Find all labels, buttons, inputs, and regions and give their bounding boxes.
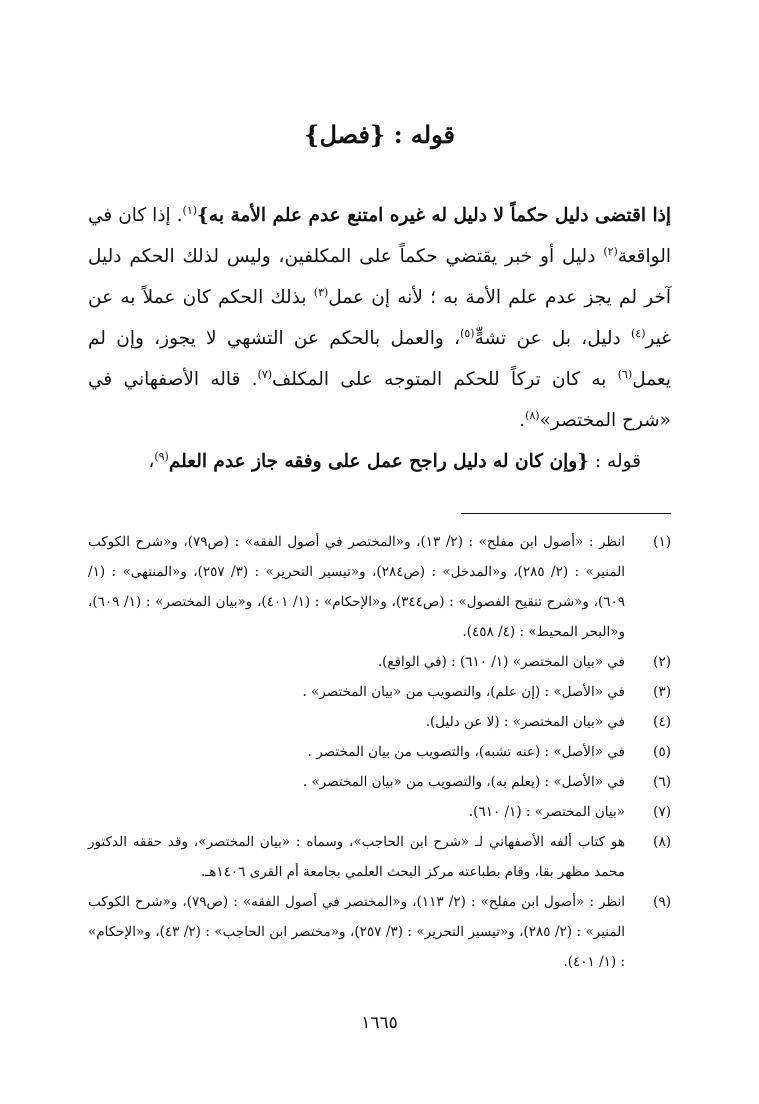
footnote-number: (٢) bbox=[653, 654, 671, 670]
footnote-ref-7: (٧) bbox=[257, 367, 273, 381]
footnote-number: (٥) bbox=[653, 744, 671, 760]
footnote-number: (٦) bbox=[653, 774, 671, 790]
paragraph-2 bbox=[88, 441, 671, 482]
footnote-ref-4: (٤) bbox=[631, 326, 646, 340]
section-heading: قوله : {فصل} bbox=[304, 120, 455, 149]
footnote-text: انظر : «أصول ابن مفلح» : (٢/ ١١٣)، و«المختصر في أصول الفقه» : (ص٧٩)، و«شرح الكوكب المنير» : (٢/ ٢٨٥)، و«تيسير التحرير» : (٣/ ٢٥٧)، و«مختصر ابن الحاجب» : (٢/ ٤٣)، و«الإحكام» : (١/ ٤٠١). bbox=[88, 894, 626, 970]
footnote-text: في «الأصل» : (عنه تشبه)، والتصويب من بيان المختصر . bbox=[307, 744, 625, 760]
footnote-9 bbox=[88, 887, 671, 977]
footnote-ref-9: (٩) bbox=[154, 449, 169, 463]
footnote-ref-6: (٦) bbox=[617, 367, 633, 381]
footnote-ref-1: (١) bbox=[182, 203, 198, 217]
text-run: قوله : bbox=[589, 451, 641, 472]
text-run: بذلك الحكم كان عملاً به عن غير bbox=[88, 287, 671, 349]
footnote-ref-3: (٣) bbox=[313, 285, 329, 299]
text-run: ، والعمل بالحكم عن التشهي لا يجوز، وإن لم يعمل bbox=[88, 328, 671, 390]
footnote-text: في «الأصل» : (يعلم به)، والتصويب من «بيان المختصر» . bbox=[302, 774, 625, 790]
footnote-4 bbox=[88, 707, 671, 737]
text-run: . bbox=[519, 410, 526, 431]
footnote-2 bbox=[88, 647, 671, 677]
text-run: . إذا كان في الواقعة bbox=[88, 205, 671, 267]
footnote-number: (٧) bbox=[653, 804, 671, 820]
footnote-number: (٤) bbox=[653, 714, 671, 730]
footnote-5 bbox=[88, 737, 671, 767]
footnote-ref-2: (٢) bbox=[603, 244, 618, 258]
footnote-ref-8: (٨) bbox=[525, 408, 540, 422]
footnotes-section bbox=[88, 527, 671, 977]
footnote-text: في «بيان المختصر» : (لا عن دليل). bbox=[425, 714, 625, 730]
text-run: دليل أو خبر يقتضي حكماً على المكلفين، وليس لذلك الحكم دليل آخر لم يجز عدم علم الأمة به ؛ لأنه إن عمل bbox=[88, 246, 671, 308]
footnote-text: هو كتاب ألفه الأصفهاني لـ «شرح ابن الحاجب»، وسماه : «بيان المختصر»، وقد حققه الدكتور محمد مظهر بقا، وقام بطباعته مركز البحث العلمي بجامعة أم القرى ١٤٠٦هـ. bbox=[88, 834, 625, 880]
footnote-number: (٩) bbox=[653, 894, 671, 910]
footnote-ref-5: (٥) bbox=[460, 326, 475, 340]
footnote-number: (١) bbox=[653, 534, 671, 550]
footnote-text: «بيان المختصر» : (١/ ٦١٠). bbox=[468, 804, 625, 820]
quoted-text-bold: إذا اقتضى دليل حكماً لا دليل له غيره امتنع عدم علم الأمة به} bbox=[197, 205, 671, 226]
footnote-number: (٣) bbox=[653, 684, 671, 700]
footnote-6 bbox=[88, 767, 671, 797]
paragraph-1 bbox=[88, 195, 671, 441]
footnote-7 bbox=[88, 797, 671, 827]
footnote-text: في «الأصل» : (إن علم)، والتصويب من «بيان المختصر» . bbox=[302, 684, 625, 700]
text-run: . قاله الأصفهاني في «شرح المختصر» bbox=[88, 369, 671, 431]
footnote-text: في «بيان المختصر» (١/ ٦١٠) : (في الواقع). bbox=[377, 654, 625, 670]
footnote-number: (٨) bbox=[653, 834, 671, 850]
footnote-text: انظر : «أصول ابن مفلح» : (٢/ ١٣)، و«المختصر في أصول الفقه» : (ص٧٩)، و«شرح الكوكب المنير» : (٢/ ٢٨٥)، و«المدخل» : (ص٢٨٤)، و«تيسير التحرير» : (٣/ ٢٥٧)، و«المنتهى» : (١/ ٦٠٩)، و«شرح تنقيح الفصول» : (ص٣٤٤)، و«الإحكام» : (١/ ٤٠١)، و«بيان المختصر» : (١/ ٦٠٩)، و«البحر المحيط» : (٤/ ٤٥٨). bbox=[88, 534, 626, 640]
footnote-3 bbox=[88, 677, 671, 707]
text-run: به كان تركاً للحكم المتوجه على المكلف bbox=[272, 369, 618, 390]
footnote-1 bbox=[88, 527, 671, 647]
page-number: ١٦٦٥ bbox=[361, 1013, 398, 1033]
text-run: ، bbox=[148, 451, 155, 472]
quoted-text-bold: {وإن كان له دليل راجح عمل على وفقه جاز عدم العلم bbox=[168, 451, 590, 472]
footnote-8 bbox=[88, 827, 671, 887]
text-run: دليل، بل عن تشهٍّ bbox=[474, 328, 631, 349]
main-text bbox=[88, 195, 671, 482]
footnote-separator bbox=[461, 513, 671, 514]
